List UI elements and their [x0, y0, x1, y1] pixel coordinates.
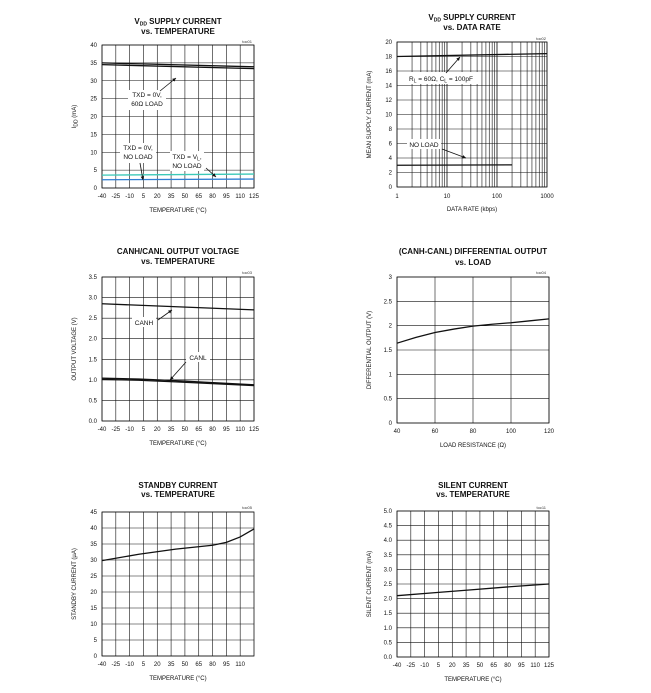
- chart-c2: [367, 13, 554, 213]
- x-tick-label: 80: [469, 429, 477, 435]
- series-line: [397, 54, 547, 57]
- y-tick-label: 40: [90, 526, 97, 532]
- chart-title: (CANH-CANL) DIFFERENTIAL OUTPUT: [398, 247, 548, 256]
- x-axis-label: TEMPERATURE (°C): [149, 676, 207, 682]
- x-tick-label: -25: [111, 662, 121, 668]
- x-axis-label: TEMPERATURE (°C): [149, 208, 207, 214]
- x-tick-label: 35: [462, 663, 470, 669]
- y-tick-label: 1.5: [383, 348, 392, 354]
- chart-subtitle: vs. DATA RATE: [443, 23, 501, 32]
- y-tick-label: 3.0: [88, 295, 97, 302]
- y-tick-label: 10: [90, 622, 97, 628]
- y-tick-label: 5: [93, 638, 97, 644]
- x-tick-label: 5: [436, 663, 441, 669]
- y-tick-label: 1: [388, 372, 392, 379]
- annotation-arrow: [442, 149, 466, 158]
- y-tick-label: 0.5: [383, 396, 392, 403]
- y-tick-label: 12: [385, 98, 392, 104]
- x-tick-label: 50: [181, 662, 189, 668]
- y-tick-label: 15: [90, 606, 97, 612]
- label-rl-cl-part: = 60Ω, C: [416, 76, 445, 83]
- y-tick-label: 2.0: [88, 336, 97, 343]
- label-txdvl-noload-part: TXD = V: [172, 154, 198, 161]
- y-tick-label: 45: [90, 510, 97, 516]
- x-axis-label: TEMPERATURE (°C): [149, 441, 207, 447]
- y-tick-label: 8: [388, 127, 392, 133]
- x-tick-label: -10: [420, 663, 429, 669]
- chart-c1: [72, 17, 260, 214]
- y-tick-label: 1.0: [383, 625, 392, 632]
- x-tick-label: 5: [141, 427, 146, 433]
- x-tick-label: 1: [395, 194, 399, 200]
- x-tick-label: 5: [141, 662, 146, 668]
- x-tick-label: 40: [393, 429, 401, 435]
- y-tick-label: 0.0: [383, 655, 392, 661]
- y-tick-label: 25: [90, 96, 97, 103]
- chart-title-part: SUPPLY CURRENT: [440, 13, 516, 22]
- y-tick-label: 2.0: [383, 596, 392, 603]
- x-tick-label: -25: [111, 427, 121, 433]
- figure-code: toc04: [536, 270, 546, 275]
- y-tick-label: 6: [388, 141, 392, 148]
- label-60-load: 60Ω LOAD: [131, 101, 163, 108]
- y-tick-label: 15: [90, 132, 97, 139]
- y-axis-label: STANDBY CURRENT (µA): [72, 548, 78, 620]
- x-tick-label: -10: [125, 662, 134, 668]
- chart-c5: [72, 481, 254, 682]
- x-tick-label: 95: [223, 427, 230, 433]
- x-tick-label: 95: [518, 663, 525, 669]
- annotations: [407, 57, 479, 158]
- y-tick-label: 2.5: [383, 299, 392, 306]
- y-tick-label: 30: [90, 78, 97, 85]
- y-tick-label: 2: [388, 323, 392, 330]
- x-tick-label: 100: [491, 194, 503, 200]
- x-tick-label: 20: [153, 194, 161, 200]
- figure-code: toc03: [242, 270, 252, 275]
- chart-title: [428, 13, 515, 24]
- y-axis-label-part: I: [72, 126, 78, 129]
- chart-title-part: DD: [433, 17, 441, 24]
- chart-subtitle: vs. TEMPERATURE: [141, 27, 215, 36]
- plot-frame: [102, 277, 254, 421]
- y-tick-label: 3.5: [383, 552, 392, 559]
- y-tick-label: 1.5: [383, 611, 392, 618]
- y-axis-label-part: (mA): [72, 104, 78, 120]
- chart-title-part: V: [134, 17, 140, 26]
- x-tick-label: -10: [125, 427, 134, 433]
- x-tick-label: -40: [392, 663, 402, 669]
- chart-title-part: SUPPLY CURRENT: [146, 17, 222, 26]
- label-rl-cl-part: L: [444, 78, 448, 85]
- label-canh: CANH: [134, 320, 154, 327]
- gridlines: [102, 277, 254, 421]
- x-tick-label: 65: [195, 662, 203, 668]
- chart-title: STANDBY CURRENT: [138, 481, 218, 490]
- x-tick-label: -40: [97, 427, 107, 433]
- x-tick-label: -40: [97, 194, 107, 200]
- series-line: [102, 174, 254, 175]
- x-tick-label: 110: [235, 194, 245, 200]
- label-rl-cl-part: = 100pF: [447, 76, 473, 83]
- y-tick-label: 3.0: [383, 567, 392, 574]
- x-tick-label: 110: [235, 427, 245, 433]
- y-tick-label: 16: [385, 69, 392, 75]
- y-tick-label: 0.5: [383, 640, 392, 647]
- chart-title: [134, 17, 221, 28]
- chart-subtitle: vs. LOAD: [454, 258, 492, 267]
- series-line: [397, 584, 549, 596]
- x-tick-label: 20: [448, 663, 456, 669]
- chart-subtitle: vs. TEMPERATURE: [141, 490, 215, 499]
- label-60-load: TXD = 0V,: [132, 92, 162, 99]
- y-tick-label: 40: [90, 43, 97, 49]
- y-tick-label: 10: [385, 112, 392, 119]
- label-txd0-noload: TXD = 0V,: [123, 145, 153, 152]
- y-tick-label: 4.0: [383, 538, 392, 545]
- y-tick-label: 0: [388, 185, 392, 191]
- y-tick-label: 35: [90, 60, 97, 67]
- x-tick-label: 80: [209, 427, 216, 433]
- x-tick-label: 35: [167, 427, 175, 433]
- x-tick-label: 20: [153, 662, 161, 668]
- y-tick-label: 0.0: [88, 419, 97, 425]
- x-tick-label: 35: [167, 194, 175, 200]
- x-tick-label: 110: [235, 662, 245, 668]
- chart-subtitle: vs. TEMPERATURE: [141, 257, 215, 266]
- y-tick-label: 0: [388, 421, 392, 427]
- chart-c6: [367, 481, 555, 683]
- x-tick-label: 20: [153, 427, 161, 433]
- x-tick-label: 120: [543, 429, 555, 435]
- y-axis-label: DIFFERENTIAL OUTPUT (V): [367, 310, 373, 390]
- x-tick-label: -10: [125, 194, 134, 200]
- x-tick-label: 60: [431, 429, 439, 435]
- y-tick-label: 2: [388, 170, 392, 177]
- x-axis-label: LOAD RESISTANCE (Ω): [439, 443, 507, 449]
- y-tick-label: 5: [93, 168, 97, 175]
- x-tick-label: 80: [504, 663, 511, 669]
- x-tick-label: 35: [167, 662, 175, 668]
- x-tick-label: 65: [195, 194, 203, 200]
- y-tick-label: 35: [90, 542, 97, 548]
- y-tick-label: 3: [388, 275, 392, 281]
- y-tick-label: 0: [93, 186, 97, 192]
- figure-code: toc11: [536, 505, 546, 510]
- chart-title: CANH/CANL OUTPUT VOLTAGE: [116, 247, 240, 256]
- gridlines: [397, 277, 549, 423]
- annotations: [120, 78, 216, 180]
- y-tick-label: 25: [90, 574, 97, 580]
- x-tick-label: 10: [443, 194, 451, 200]
- figure-code: toc05: [242, 505, 252, 510]
- y-tick-label: 20: [90, 590, 97, 596]
- x-tick-label: 125: [248, 427, 260, 433]
- chart-c4: [367, 247, 555, 449]
- y-tick-label: 0.5: [88, 398, 97, 405]
- y-tick-label: 1.0: [88, 377, 97, 384]
- x-tick-label: 50: [181, 427, 189, 433]
- y-tick-label: 5.0: [383, 509, 392, 515]
- x-tick-label: 80: [209, 194, 216, 200]
- label-canl: CANL: [189, 355, 207, 362]
- y-axis-label-part: DD: [73, 119, 80, 127]
- x-axis-label: TEMPERATURE (°C): [444, 677, 502, 683]
- x-tick-label: 50: [476, 663, 484, 669]
- y-axis-label: MEAN SUPPLY CURRENT (mA): [367, 70, 373, 159]
- x-tick-label: 95: [223, 662, 230, 668]
- x-tick-label: 95: [223, 194, 230, 200]
- figure-code: toc01: [242, 39, 252, 44]
- x-tick-label: -25: [111, 194, 121, 200]
- y-tick-label: 4.5: [383, 523, 392, 530]
- x-tick-label: 5: [141, 194, 146, 200]
- x-tick-label: 80: [209, 662, 216, 668]
- y-axis-label: SILENT CURRENT (mA): [367, 550, 373, 618]
- y-tick-label: 14: [385, 83, 392, 90]
- label-txdvl-noload-part: L: [197, 156, 200, 163]
- arrowhead: [168, 310, 172, 314]
- y-tick-label: 20: [90, 114, 97, 121]
- y-tick-label: 20: [385, 40, 392, 46]
- x-tick-label: 110: [530, 663, 540, 669]
- chart-title: SILENT CURRENT: [438, 481, 508, 490]
- y-tick-label: 4: [388, 156, 392, 162]
- y-tick-label: 10: [90, 150, 97, 157]
- x-tick-label: 1000: [540, 194, 554, 200]
- label-txd0-noload: NO LOAD: [123, 154, 153, 161]
- annotation-arrow: [170, 362, 186, 380]
- x-tick-label: 65: [490, 663, 498, 669]
- label-txdvl-noload: NO LOAD: [172, 163, 202, 170]
- y-tick-label: 1.5: [88, 357, 97, 364]
- x-tick-label: 65: [195, 427, 203, 433]
- x-tick-label: 50: [181, 194, 189, 200]
- series-line: [102, 304, 254, 310]
- x-tick-label: 125: [543, 663, 555, 669]
- chart-subtitle: vs. TEMPERATURE: [436, 490, 510, 499]
- x-tick-label: 100: [505, 429, 517, 435]
- chart-title-part: V: [428, 13, 434, 22]
- y-tick-label: 2.5: [88, 316, 97, 323]
- y-tick-label: 0: [93, 654, 97, 660]
- figure-code: toc02: [536, 36, 546, 41]
- x-tick-label: -25: [406, 663, 416, 669]
- gridlines: [102, 512, 254, 656]
- label-no-load: NO LOAD: [409, 142, 439, 149]
- label-txdvl-noload-part: ,: [199, 154, 202, 161]
- y-tick-label: 18: [385, 54, 392, 61]
- chart-c3: [72, 247, 260, 447]
- y-tick-label: 3.5: [88, 275, 97, 281]
- series-line: [102, 179, 254, 180]
- gridlines: [397, 511, 549, 657]
- y-axis-label: [72, 105, 80, 129]
- label-rl-cl-part: L: [413, 78, 417, 85]
- y-tick-label: 2.5: [383, 582, 392, 588]
- y-tick-label: 30: [90, 558, 97, 564]
- y-axis-label: OUTPUT VOLTAGE (V): [72, 317, 78, 381]
- series-line: [102, 529, 254, 561]
- plot-frame: [102, 512, 254, 656]
- x-axis-label: DATA RATE (kbps): [446, 207, 498, 213]
- chart-title-part: DD: [139, 21, 147, 28]
- x-tick-label: -40: [97, 662, 107, 668]
- label-rl-cl-part: R: [409, 76, 414, 83]
- x-tick-label: 125: [248, 194, 260, 200]
